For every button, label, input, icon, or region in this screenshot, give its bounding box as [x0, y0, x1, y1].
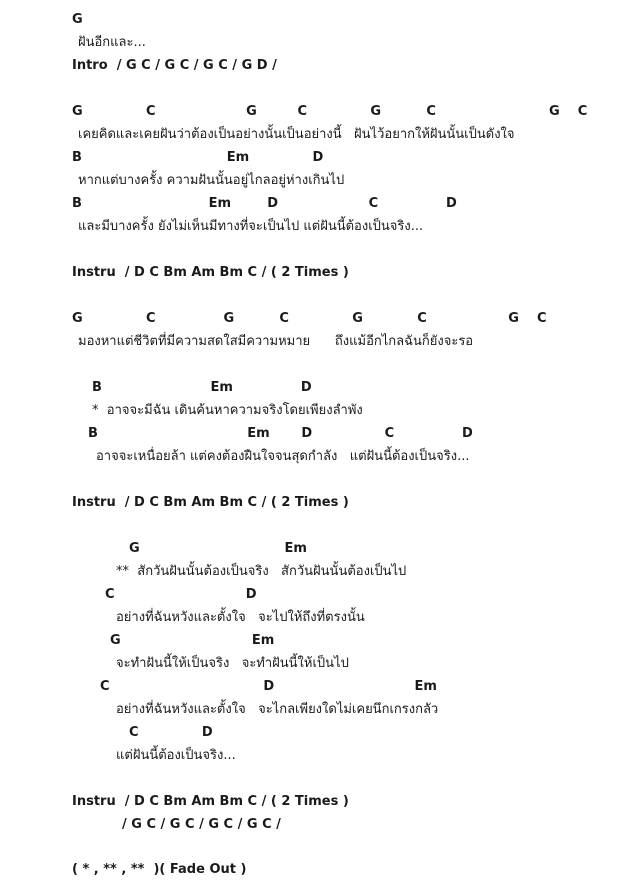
instru-line: Instru / D C Bm Am Bm C / ( 2 Times ) — [72, 495, 349, 510]
lyric-line: ฝันอีกและ... — [78, 35, 146, 50]
chord-line: C D — [105, 587, 257, 602]
chord-line: G C G C G C G C — [72, 311, 547, 326]
chord-line: B Em D C D — [88, 426, 473, 441]
lyric-line: เคยคิดและเคยฝันว่าต้องเป็นอย่างนั้นเป็นอย่างนี้ ฝันไว้อยากให้ฝันนั้นเป็นดังใจ — [78, 127, 515, 142]
instru-line: / G C / G C / G C / G C / — [122, 817, 281, 832]
lyric-line: แต่ฝันนี้ต้องเป็นจริง... — [116, 748, 236, 763]
chord-line: C D — [129, 725, 213, 740]
instru-line: Instru / D C Bm Am Bm C / ( 2 Times ) — [72, 265, 349, 280]
chord-line: B Em D — [72, 150, 324, 165]
instru-line: Instru / D C Bm Am Bm C / ( 2 Times ) — [72, 794, 349, 809]
chord-line: G C G C G C G C — [72, 104, 588, 119]
lyric-line: จะทำฝันนี้ให้เป็นจริง จะทำฝันนี้ให้เป็นไป — [116, 656, 349, 671]
lyric-line: อย่างที่ฉันหวังและตั้งใจ จะไกลเพียงใดไม่เคยนึกเกรงกลัว — [116, 702, 439, 717]
intro-line: Intro / G C / G C / G C / G D / — [72, 58, 277, 73]
lyric-line: และมีบางครั้ง ยังไม่เห็นมีทางที่จะเป็นไป แต่ฝันนี้ต้องเป็นจริง... — [78, 219, 424, 234]
chord-line: G — [72, 12, 83, 27]
chord-line: G Em — [129, 541, 307, 556]
lyric-line: มองหาแต่ชีวิตที่มีความสดใสมีความหมาย ถึงแม้อีกไกลฉันก็ยังจะรอ — [78, 334, 474, 349]
fade-out-line: ( * , ** , ** )( Fade Out ) — [72, 862, 247, 877]
chord-line: B Em D — [92, 380, 312, 395]
lyric-line: ** สักวันฝันนั้นต้องเป็นจริง สักวันฝันนั้นต้องเป็นไป — [116, 564, 407, 579]
lyric-line: หากแต่บางครั้ง ความฝันนั้นอยู่ไกลอยู่ห่างเกินไป — [78, 173, 345, 188]
lyric-line: อาจจะเหนื่อยล้า แต่คงต้องฝืนใจจนสุดกำลัง แต่ฝันนี้ต้องเป็นจริง... — [96, 449, 470, 464]
chord-line: B Em D C D — [72, 196, 457, 211]
lyric-line: * อาจจะมีฉัน เดินค้นหาความจริงโดยเพียงลำพัง — [92, 403, 363, 418]
chord-line: G Em — [110, 633, 275, 648]
chord-line: C D Em — [100, 679, 437, 694]
lyric-line: อย่างที่ฉันหวังและตั้งใจ จะไปให้ถึงที่ตรงนั้น — [116, 610, 365, 625]
